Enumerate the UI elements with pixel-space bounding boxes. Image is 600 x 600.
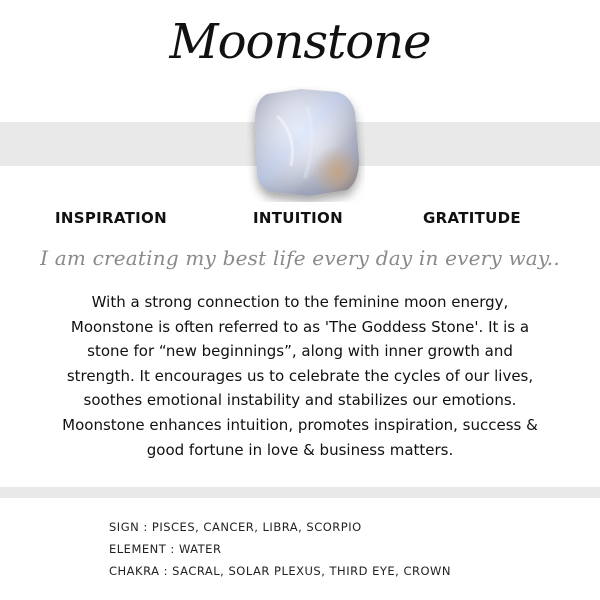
moonstone-image: [247, 86, 365, 202]
description-paragraph: With a strong connection to the feminine moon energy, Moonstone is often referred to as 'The Goddess Stone'. It is a stone for “new beginnings”, along with inner growth and strength. It encourages us to celebrate the cycles of our lives, soothes emotional instability and stabilizes our emotions. Moonstone enhances intuition, promotes inspiration, success & good fortune in love & business matters.: [62, 293, 538, 459]
keyword-inspiration: INSPIRATION: [55, 209, 167, 227]
keyword-intuition: INTUITION: [253, 209, 343, 227]
bottom-gray-band: [0, 487, 600, 498]
page-title: Moonstone: [169, 14, 431, 70]
affirmation-text: I am creating my best life every day in every way..: [40, 246, 560, 270]
keyword-gratitude: GRATITUDE: [423, 209, 521, 227]
stone-details: [109, 516, 451, 582]
element-line: ELEMENT : WATER: [109, 542, 222, 556]
sign-line: SIGN : PISCES, CANCER, LIBRA, SCORPIO: [109, 520, 362, 534]
chakra-line: CHAKRA : SACRAL, SOLAR PLEXUS, THIRD EYE, CROWN: [109, 564, 452, 578]
